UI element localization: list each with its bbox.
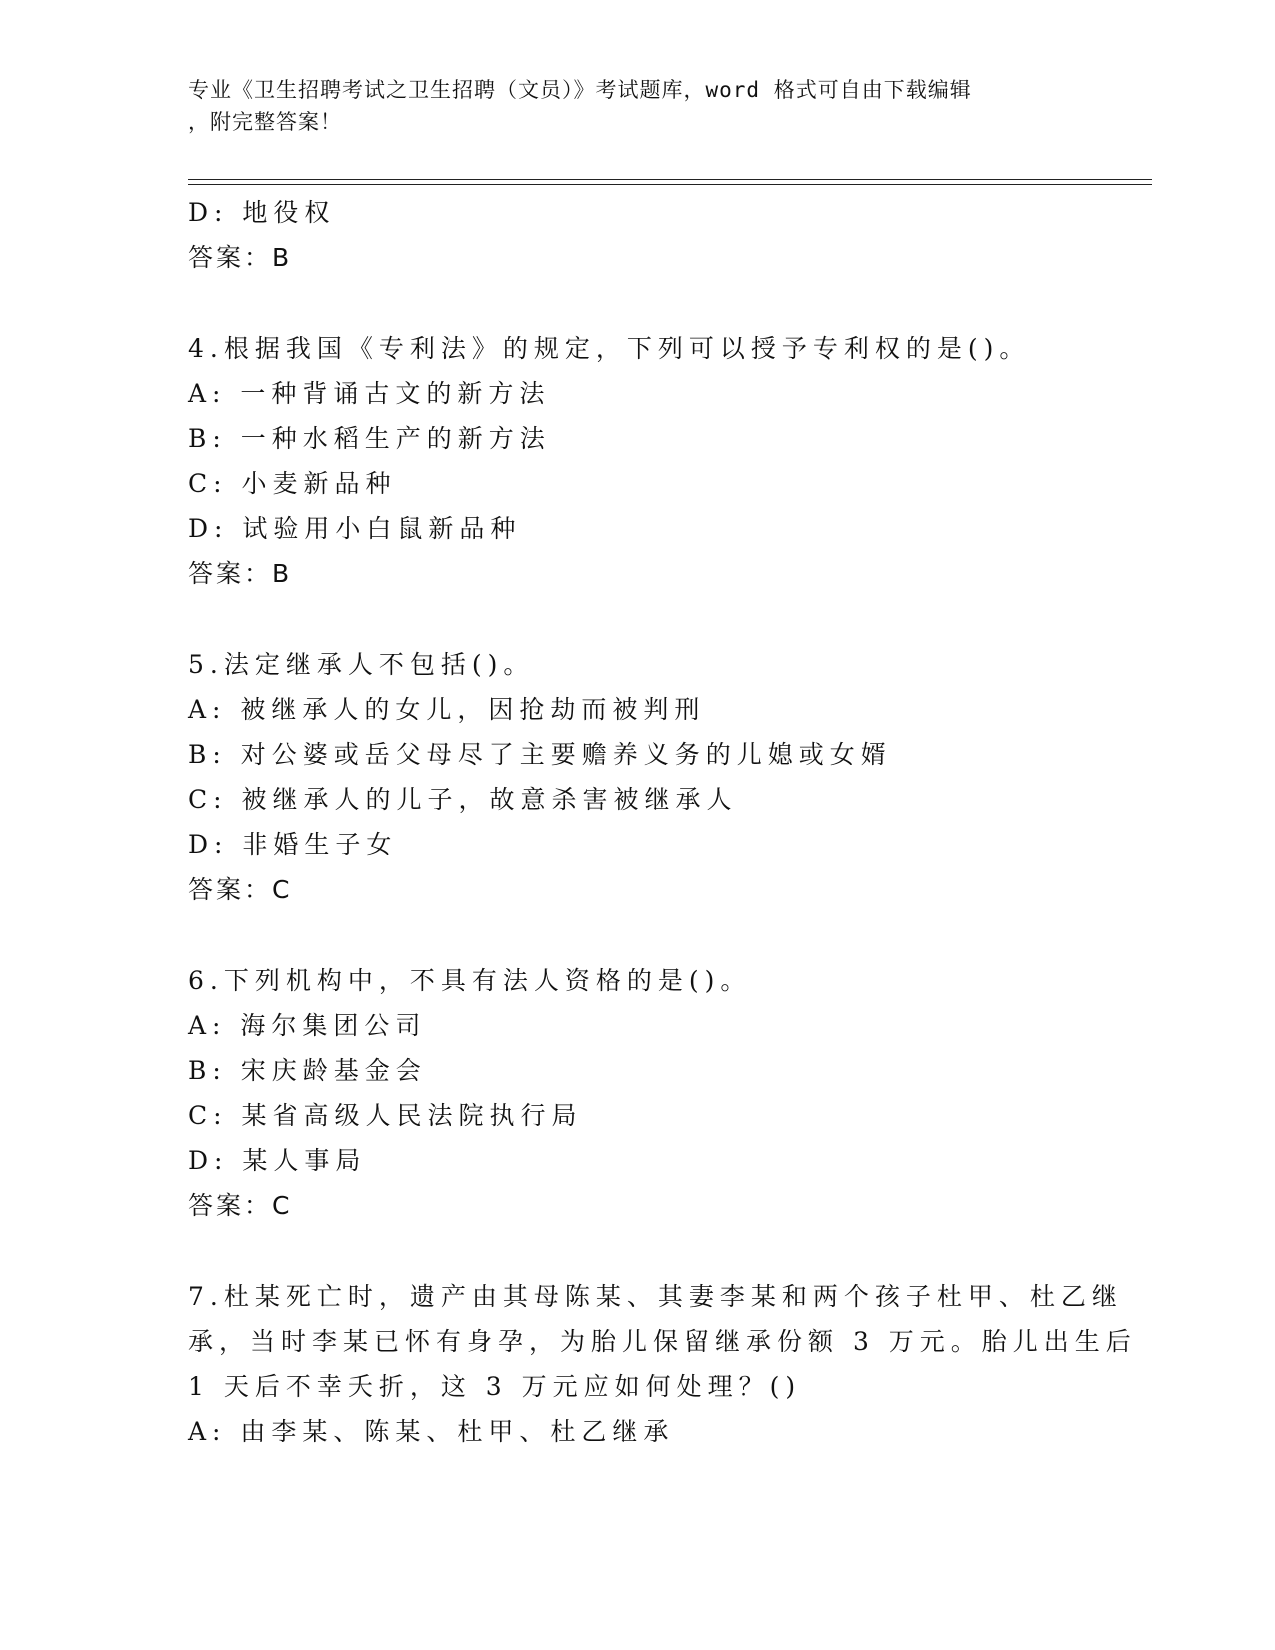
q4-option-d: D: 试验用小白鼠新品种 <box>188 514 522 543</box>
q5-option-d: D: 非婚生子女 <box>188 830 398 859</box>
q6-option-d: D: 某人事局 <box>188 1146 367 1175</box>
q7-option-a: A: 由李某、陈某、杜甲、杜乙继承 <box>188 1417 675 1446</box>
header-line-1: 专业《卫生招聘考试之卫生招聘（文员）》考试题库，word 格式可自由下载编辑 <box>188 78 972 102</box>
q5-answer: 答案：C <box>188 875 293 904</box>
q6-option-c: C: 某省高级人民法院执行局 <box>188 1101 583 1130</box>
q4-option-c: C: 小麦新品种 <box>188 469 397 498</box>
q4-option-a: A: 一种背诵古文的新方法 <box>188 379 551 408</box>
q3-option-d: D: 地役权 <box>188 198 336 227</box>
q6-answer: 答案：C <box>188 1191 293 1220</box>
document-header <box>188 74 1068 138</box>
q7-stem-line-1: 7.杜某死亡时，遗产由其母陈某、其妻李某和两个孩子杜甲、杜乙继 <box>188 1282 1123 1311</box>
q3-answer: 答案：B <box>188 243 293 272</box>
header-line-2: ，附完整答案！ <box>188 110 342 134</box>
q5-option-b: B: 对公婆或岳父母尽了主要赡养义务的儿媳或女婿 <box>188 740 892 769</box>
header-divider-bottom <box>188 184 1152 185</box>
question-list <box>188 190 1137 1454</box>
header-divider-top <box>188 179 1152 180</box>
q5-option-c: C: 被继承人的儿子，故意杀害被继承人 <box>188 785 738 814</box>
q5-stem: 5.法定继承人不包括()。 <box>188 650 535 679</box>
q6-option-a: A: 海尔集团公司 <box>188 1011 427 1040</box>
q7-stem-line-2: 承，当时李某已怀有身孕，为胎儿保留继承份额 3 万元。胎儿出生后 <box>188 1327 1137 1356</box>
q6-option-b: B: 宋庆龄基金会 <box>188 1056 427 1085</box>
q4-answer: 答案：B <box>188 559 293 588</box>
q5-option-a: A: 被继承人的女儿，因抢劫而被判刑 <box>188 695 706 724</box>
q7-stem-line-3: 1 天后不幸夭折，这 3 万元应如何处理？() <box>188 1372 802 1401</box>
q6-stem: 6.下列机构中，不具有法人资格的是()。 <box>188 966 752 995</box>
q4-option-b: B: 一种水稻生产的新方法 <box>188 424 551 453</box>
q4-stem: 4.根据我国《专利法》的规定，下列可以授予专利权的是()。 <box>188 334 1031 363</box>
